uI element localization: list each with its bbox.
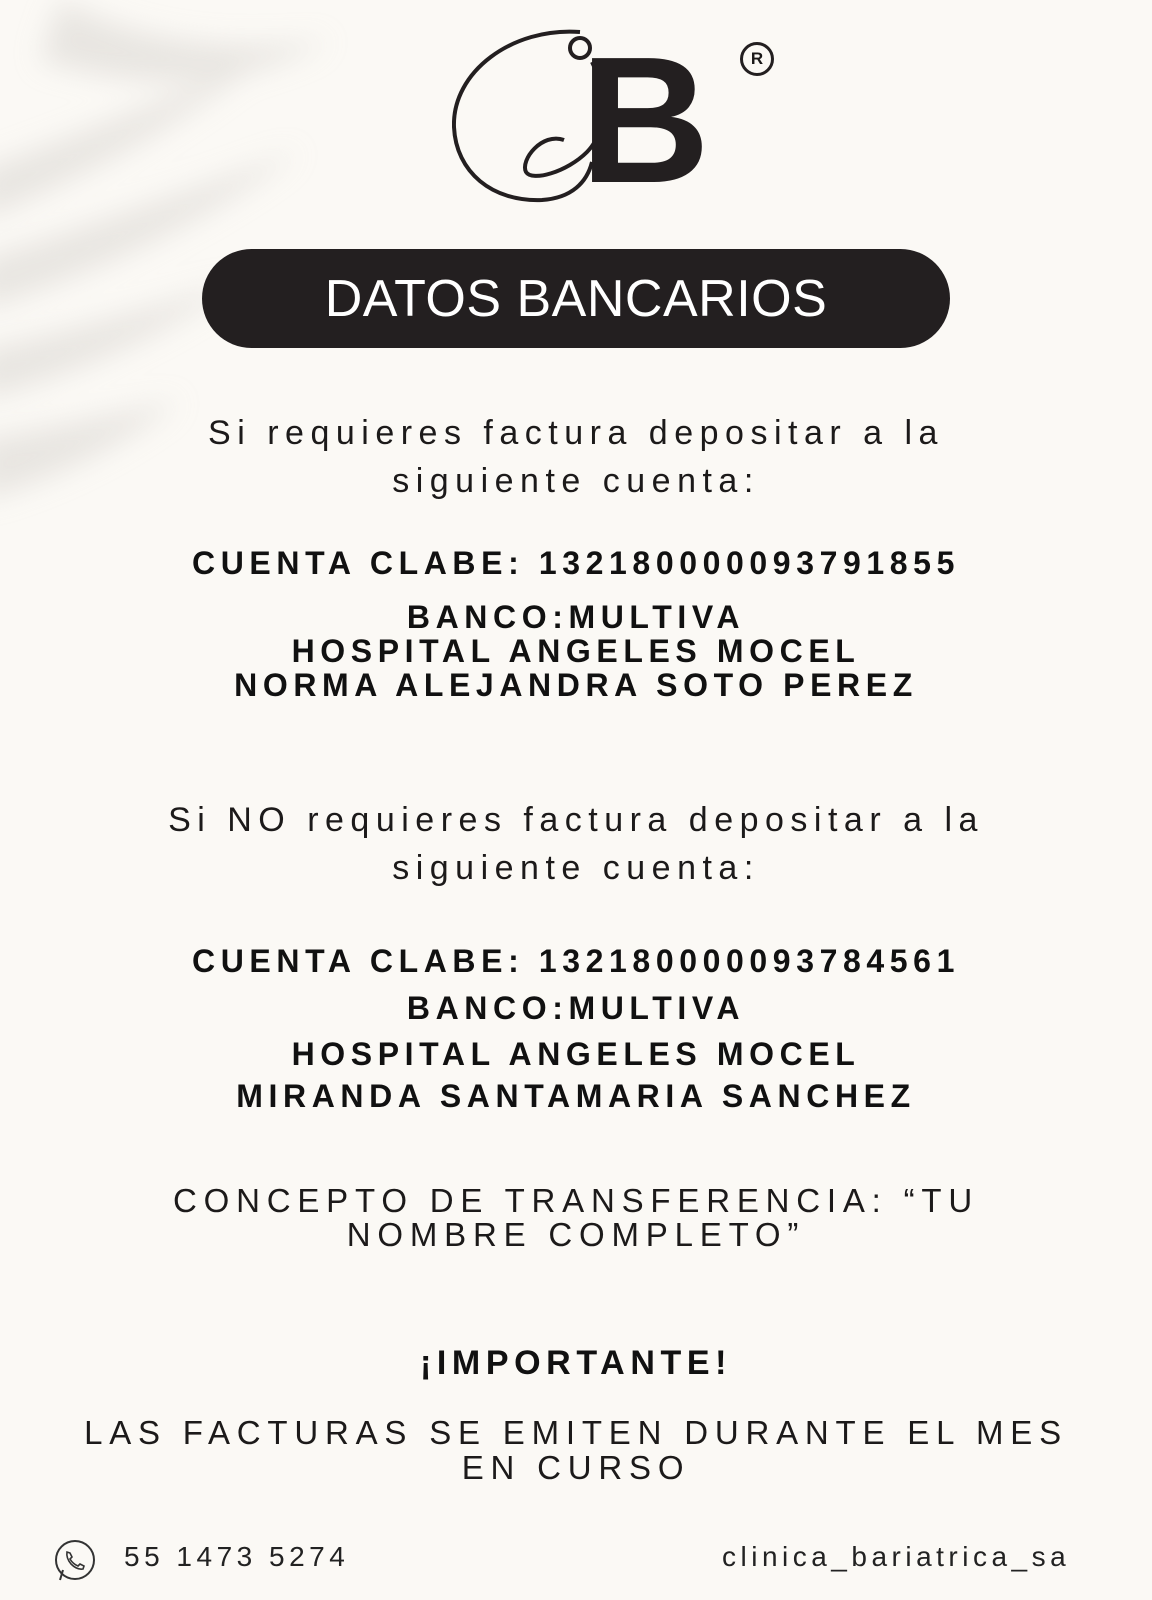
important-line2: EN CURSO [461, 1449, 691, 1486]
invoice-hospital: HOSPITAL ANGELES MOCEL [291, 633, 861, 669]
registered-mark-letter: R [750, 49, 764, 68]
title-banner [202, 249, 950, 348]
page-title: DATOS BANCARIOS [324, 269, 828, 328]
no-invoice-clabe: CUENTA CLABE: 132180000093784561 [192, 943, 960, 979]
invoice-bank: BANCO:MULTIVA [406, 599, 746, 635]
important-heading: ¡IMPORTANTE! [419, 1344, 733, 1382]
invoice-holder: NORMA ALEJANDRA SOTO PEREZ [234, 667, 918, 703]
phone-number: 55 1473 5274 [124, 1541, 350, 1572]
no-invoice-intro-line1: Si NO requieres factura depositar a la [168, 801, 984, 839]
whatsapp-icon [52, 1538, 98, 1584]
no-invoice-holder: MIRANDA SANTAMARIA SANCHEZ [236, 1078, 916, 1114]
concept-line1: CONCEPTO DE TRANSFERENCIA: “TU [172, 1182, 979, 1219]
registered-mark [740, 42, 774, 76]
no-invoice-intro-line2: siguiente cuenta: [392, 849, 760, 887]
instagram-handle: clinica_bariatrica_sa [722, 1541, 1071, 1572]
important-line1: LAS FACTURAS SE EMITEN DURANTE EL MES [84, 1414, 1068, 1451]
invoice-clabe: CUENTA CLABE: 132180000093791855 [192, 545, 960, 581]
no-invoice-hospital: HOSPITAL ANGELES MOCEL [291, 1036, 861, 1072]
logo-letter: B [580, 22, 710, 212]
invoice-intro-line1: Si requieres factura depositar a la [208, 414, 944, 452]
concept-line2: NOMBRE COMPLETO” [346, 1216, 806, 1253]
no-invoice-bank: BANCO:MULTIVA [406, 990, 746, 1026]
invoice-intro-line2: siguiente cuenta: [392, 462, 760, 500]
